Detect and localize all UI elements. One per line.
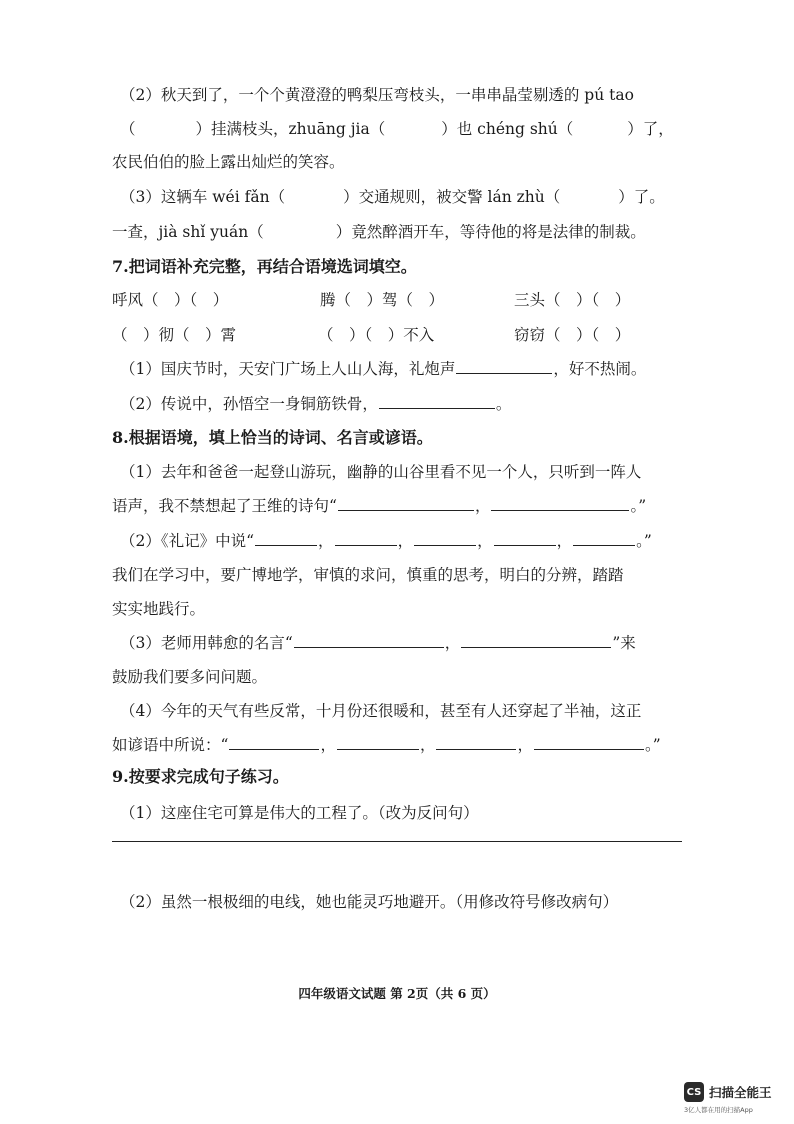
q6-2-line3: 农民伯伯的脸上露出灿烂的笑容。 — [112, 153, 345, 171]
answer-blank[interactable] — [534, 734, 644, 750]
q7-1: （1）国庆节时，天安门广场上人山人海，礼炮声 ，好不热闹。 — [120, 360, 647, 378]
answer-blank[interactable] — [491, 495, 629, 511]
q9-2: （2）虽然一根极细的电线，她也能灵巧地避开。（用修改符号修改病句） — [120, 893, 619, 911]
q7-2: （2）传说中，孙悟空一身铜筋铁骨， 。 — [120, 395, 512, 413]
word-1: 呼风（ ）（ ） — [112, 291, 229, 309]
answer-blank[interactable] — [337, 734, 419, 750]
q6-2-line2: （ ）挂满枝头，zhuāng jia（ ）也 chéng shú（ ）了， — [120, 120, 674, 138]
q9-1-answer-line[interactable] — [112, 841, 682, 842]
q7-heading: 7.把词语补充完整，再结合语境选词填空。 — [112, 257, 417, 276]
answer-blank[interactable] — [414, 530, 476, 546]
answer-blank[interactable] — [461, 632, 611, 648]
camscanner-icon: CS — [684, 1082, 704, 1102]
scanner-watermark — [684, 1082, 772, 1102]
q8-2-line2: 我们在学习中，要广博地学，审慎的求问，慎重的思考，明白的分辨，踏踏 — [112, 566, 624, 584]
q8-3-line1: （3）老师用韩愈的名言“ ， ”来 — [120, 634, 636, 652]
q8-2-line1: （2）《礼记》中说“ ， ， ， ， 。” — [120, 532, 652, 550]
q8-2-line3: 实实地践行。 — [112, 600, 206, 618]
word-5: （ ）（ ）不入 — [318, 326, 435, 344]
answer-blank[interactable] — [335, 530, 397, 546]
answer-blank[interactable] — [456, 358, 552, 374]
watermark-name: 扫描全能王 — [709, 1085, 772, 1100]
q6-3-line1: （3）这辆车 wéi fǎn（ ）交通规则，被交警 lán zhù（ ）了。 — [120, 188, 665, 206]
answer-blank[interactable] — [436, 734, 516, 750]
watermark-tagline: 3亿人都在用的扫描App — [684, 1106, 753, 1114]
q6-2-line1: （2）秋天到了，一个个黄澄澄的鸭梨压弯枝头，一串串晶莹剔透的 pú tao — [120, 86, 634, 104]
q9-heading: 9.按要求完成句子练习。 — [112, 767, 289, 786]
answer-blank[interactable] — [294, 632, 444, 648]
word-3: 三头（ ）（ ） — [514, 291, 631, 309]
q6-3-line2: 一查，jià shǐ yuán（ ）竟然醉酒开车，等待他的将是法律的制裁。 — [112, 223, 646, 241]
q8-4-line1: （4）今年的天气有些反常，十月份还很暖和，甚至有人还穿起了半袖，这正 — [120, 702, 642, 720]
answer-blank[interactable] — [255, 530, 317, 546]
q8-3-line2: 鼓励我们要多问问题。 — [112, 668, 268, 686]
q8-1-line1: （1）去年和爸爸一起登山游玩，幽静的山谷里看不见一个人，只听到一阵人 — [120, 463, 642, 481]
q8-4-line2: 如谚语中所说：“ ， ， ， 。” — [112, 736, 661, 754]
q9-1: （1）这座住宅可算是伟大的工程了。（改为反问句） — [120, 804, 479, 822]
word-6: 窃窃（ ）（ ） — [514, 326, 631, 344]
q8-1-line2: 语声，我不禁想起了王维的诗句“ ， 。” — [112, 497, 647, 515]
page-footer: 四年级语文试题 第 2页（共 6 页） — [298, 986, 496, 1001]
answer-blank[interactable] — [338, 495, 474, 511]
answer-blank[interactable] — [573, 530, 635, 546]
answer-blank[interactable] — [379, 393, 495, 409]
q8-heading: 8.根据语境，填上恰当的诗词、名言或谚语。 — [112, 428, 433, 447]
answer-blank[interactable] — [229, 734, 319, 750]
answer-blank[interactable] — [494, 530, 556, 546]
word-2: 腾（ ）驾（ ） — [320, 291, 445, 309]
word-4: （ ）彻（ ）霄 — [112, 326, 237, 344]
